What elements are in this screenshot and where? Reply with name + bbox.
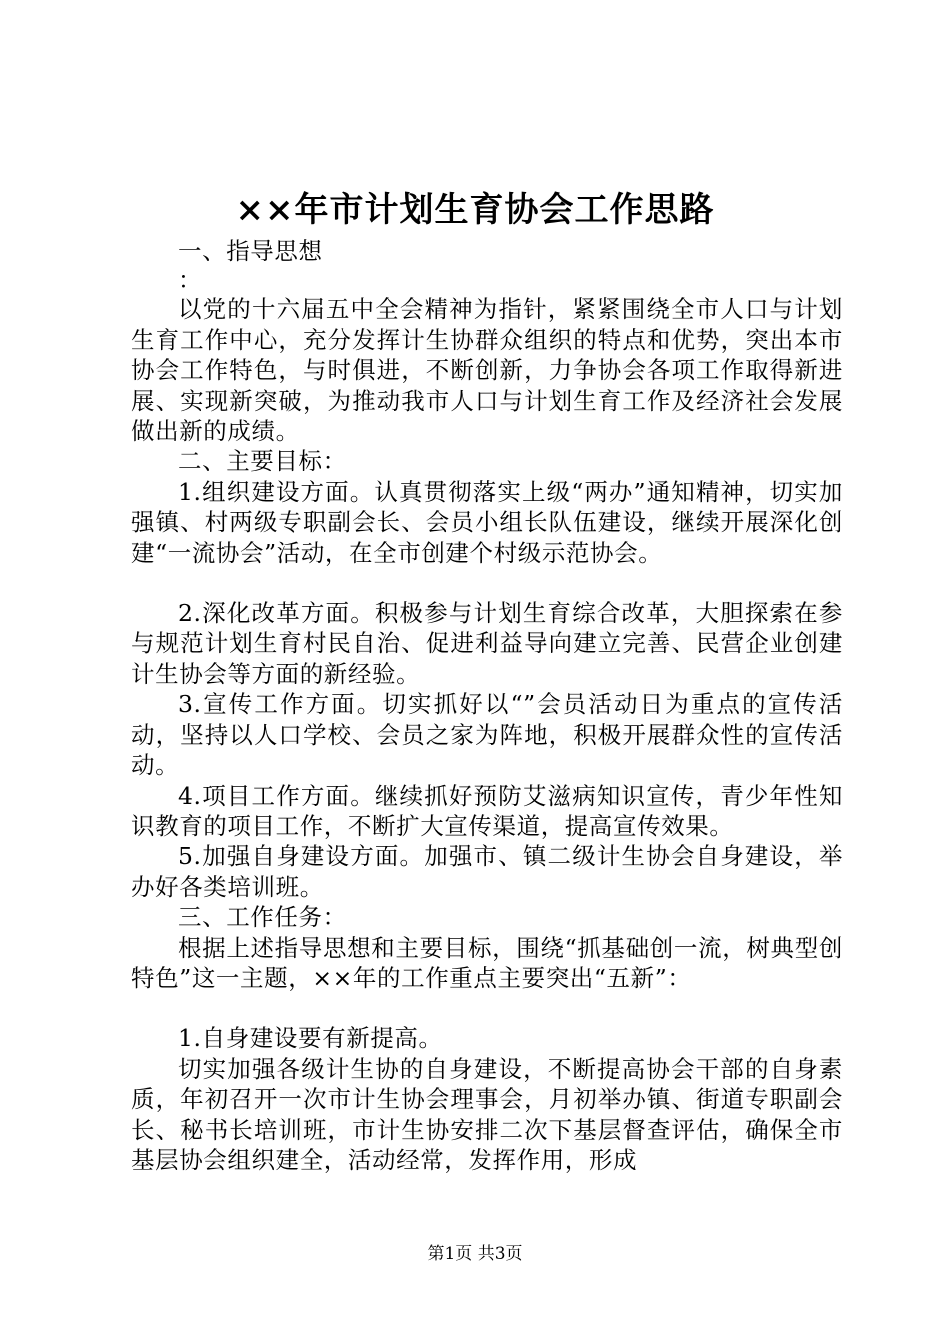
paragraph-tasks-intro: 根据上述指导思想和主要目标，围绕“抓基础创一流，树典型创特色”这一主题，××年的工作重点主要突出“五新”： [131, 933, 843, 992]
paragraph-task-self-building: 切实加强各级计生协的自身建设，不断提高协会干部的自身素质，年初召开一次市计生协会理事会，月初举办镇、街道专职副会长、秘书长培训班，市计生协安排二次下基层督查评估，确保全市基层协会组织建全，活动经常，发挥作用，形成 [131, 1054, 843, 1174]
document-body [131, 236, 843, 1175]
colon-line: ： [178, 266, 203, 295]
paragraph-guiding-ideology: 以党的十六届五中全会精神为指针，紧紧围绕全市人口与计划生育工作中心，充分发挥计生协群众组织的特点和优势，突出本市协会工作特色，与时俱进，不断创新，力争协会各项工作取得新进展、实现新突破，为推动我市人口与计划生育工作及经济社会发展做出新的成绩。 [131, 295, 843, 446]
goal-item-publicity: 3.宣传工作方面。切实抓好以“”会员活动日为重点的宣传活动，坚持以人口学校、会员之家为阵地，积极开展群众性的宣传活动。 [131, 690, 843, 780]
section-heading-guiding-ideology: 一、指导思想 [178, 237, 323, 265]
goal-item-self-building: 5.加强自身建设方面。加强市、镇二级计生协会自身建设，举办好各类培训班。 [131, 842, 843, 901]
goal-item-projects: 4.项目工作方面。继续抓好预防艾滋病知识宣传，青少年性知识教育的项目工作，不断扩大宣传渠道，提高宣传效果。 [131, 781, 843, 840]
goal-item-organization: 1.组织建设方面。认真贯彻落实上级“两办”通知精神，切实加强镇、村两级专职副会长、会员小组长队伍建设，继续开展深化创建“一流协会”活动，在全市创建个村级示范协会。 [131, 477, 843, 567]
goal-item-reform: 2.深化改革方面。积极参与计划生育综合改革，大胆探索在参与规范计划生育村民自治、促进利益导向建立完善、民营企业创建计生协会等方面的新经验。 [131, 599, 843, 688]
document-title: ××年市计划生育协会工作思路 [235, 190, 715, 230]
task-item-self-building: 1.自身建设要有新提高。 [178, 1024, 443, 1053]
section-heading-main-goals: 二、主要目标： [178, 447, 347, 476]
page-footer: 第1页 共3页 [427, 1244, 523, 1264]
section-heading-tasks: 三、工作任务： [178, 903, 347, 932]
